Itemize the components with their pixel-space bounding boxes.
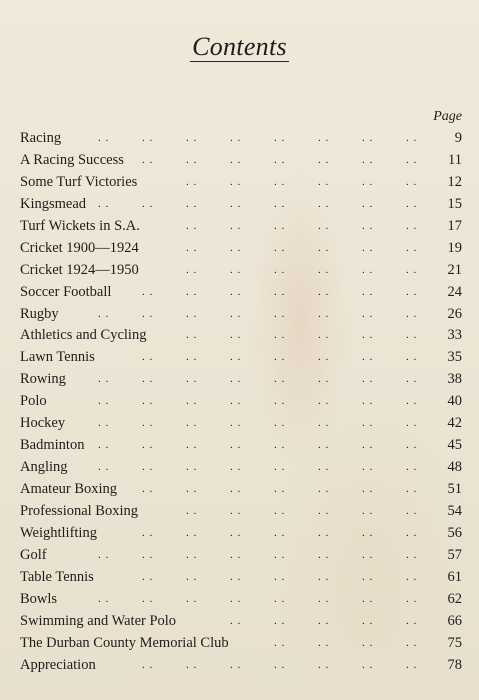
toc-entry <box>20 500 462 522</box>
dot-leader: . . . . . . . . . . . . <box>186 175 418 188</box>
dot-leader: . . . . . . . . . . . . <box>186 219 418 232</box>
dot-leader: . . . . . . . . . . . . . . <box>142 570 418 583</box>
toc-entry <box>20 346 462 368</box>
dot-leader: . . . . . . . . . . . . . . <box>142 351 418 364</box>
toc-entry-page: 57 <box>447 546 462 563</box>
table-of-contents <box>20 127 462 675</box>
toc-entry <box>20 149 462 171</box>
dot-leader: . . . . . . . . . . . . . . <box>142 153 418 166</box>
page-column-header: Page <box>433 109 462 124</box>
toc-entry-page: 26 <box>447 305 462 322</box>
dot-leader: . . . . . . . . . . . . . . . . <box>98 548 418 561</box>
toc-entry-title: A Racing Success <box>20 151 124 168</box>
toc-entry <box>20 412 462 434</box>
toc-entry-page: 24 <box>447 283 462 300</box>
dot-leader: . . . . . . . . . . . . . . . . <box>98 197 418 210</box>
toc-entry <box>20 390 462 412</box>
page-title-text: Contents <box>192 32 287 61</box>
toc-entry <box>20 588 462 610</box>
toc-entry-page: 33 <box>447 327 462 344</box>
toc-entry <box>20 281 462 303</box>
toc-entry <box>20 610 462 632</box>
toc-entry-title: Badminton <box>20 437 85 454</box>
dot-leader: . . . . . . . . . . . . . . <box>142 526 418 539</box>
toc-entry <box>20 259 462 281</box>
dot-leader: . . . . . . . . . . . . <box>186 263 418 276</box>
dot-leader: . . . . . . . . . . . . . . . . <box>98 417 418 430</box>
toc-entry-page: 45 <box>447 437 462 454</box>
toc-entry-page: 75 <box>447 634 462 651</box>
dot-leader: . . . . . . . . . . . . . . . . <box>98 592 418 605</box>
toc-entry-title: Appreciation <box>20 656 96 673</box>
toc-entry-title: Kingsmead <box>20 195 87 212</box>
toc-entry-page: 15 <box>447 195 462 212</box>
toc-entry-title: Amateur Boxing <box>20 481 118 497</box>
toc-entry-page: 38 <box>447 371 462 388</box>
toc-entry-page: 11 <box>448 151 462 168</box>
dot-leader: . . . . . . . . . . . . . . . . <box>98 373 418 386</box>
dot-leader: . . . . . . . . . . . . . . . . <box>98 132 418 144</box>
dot-leader: . . . . . . . . . . . . . . <box>142 285 418 298</box>
toc-entry <box>20 654 462 676</box>
toc-entry-title: Racing <box>20 130 62 146</box>
toc-entry-page: 35 <box>447 349 462 366</box>
toc-entry-page: 62 <box>447 590 462 607</box>
toc-entry-title: Rugby <box>20 305 59 322</box>
toc-entry-title: Angling <box>20 459 68 476</box>
toc-entry-title: Weightlifting <box>20 524 97 541</box>
dot-leader: . . . . . . . . . . . . <box>186 504 418 517</box>
toc-entry-title: Bowls <box>20 590 58 607</box>
toc-entry-page: 9 <box>454 130 462 146</box>
dot-leader: . . . . . . . . . . <box>230 614 418 627</box>
toc-entry <box>20 522 462 544</box>
toc-entry-title: Lawn Tennis <box>20 349 95 366</box>
toc-entry-title: Athletics and Cycling <box>20 327 147 344</box>
toc-entry <box>20 456 462 478</box>
toc-entry <box>20 632 462 654</box>
toc-entry-title: Turf Wickets in S.A. <box>20 217 140 234</box>
toc-entry <box>20 368 462 390</box>
toc-entry-title: Cricket 1924—1950 <box>20 261 139 278</box>
dot-leader: . . . . . . . . . . . . . . . . <box>98 395 418 408</box>
toc-entry-title: Polo <box>20 393 47 410</box>
toc-entry-page: 56 <box>447 524 462 541</box>
toc-entry-title: Soccer Football <box>20 283 112 300</box>
toc-entry-title: Rowing <box>20 371 66 388</box>
toc-entry-page: 42 <box>447 415 462 432</box>
toc-entry <box>20 566 462 588</box>
toc-entry-title: Golf <box>20 546 47 563</box>
toc-entry-title: Hockey <box>20 415 66 432</box>
toc-entry <box>20 478 462 500</box>
toc-entry <box>20 127 462 149</box>
toc-entry-page: 61 <box>447 568 462 585</box>
dot-leader: . . . . . . . . . . . . <box>186 329 418 342</box>
toc-entry <box>20 193 462 215</box>
dot-leader: . . . . . . . . . . . . . . <box>142 483 418 495</box>
toc-entry <box>20 215 462 237</box>
toc-entry-title: Cricket 1900—1924 <box>20 239 139 256</box>
toc-entry-page: 17 <box>447 217 462 234</box>
dot-leader: . . . . . . . . . . . . . . . . <box>98 307 418 320</box>
toc-entry-title: The Durban County Memorial Club <box>20 634 229 651</box>
dot-leader: . . . . . . . . . . . . . . . . <box>98 461 418 474</box>
toc-entry <box>20 544 462 566</box>
toc-entry <box>20 237 462 259</box>
toc-entry-title: Table Tennis <box>20 568 94 585</box>
toc-entry <box>20 171 462 193</box>
dot-leader: . . . . . . . . . . . . <box>186 241 418 254</box>
page-title <box>0 32 479 62</box>
toc-entry-page: 66 <box>447 612 462 629</box>
toc-entry <box>20 303 462 325</box>
toc-entry-page: 21 <box>447 261 462 278</box>
toc-entry-page: 54 <box>447 502 462 519</box>
toc-entry-page: 51 <box>447 481 462 497</box>
toc-entry-title: Professional Boxing <box>20 502 139 519</box>
toc-entry-page: 19 <box>447 239 462 256</box>
toc-entry <box>20 434 462 456</box>
toc-entry-title: Swimming and Water Polo <box>20 612 177 629</box>
toc-entry-page: 40 <box>447 393 462 410</box>
toc-entry-title: Some Turf Victories <box>20 173 138 190</box>
toc-entry <box>20 324 462 346</box>
dot-leader: . . . . . . . . <box>274 636 418 649</box>
dot-leader: . . . . . . . . . . . . . . . . <box>98 439 418 452</box>
toc-entry-page: 48 <box>447 459 462 476</box>
toc-entry-page: 12 <box>447 173 462 190</box>
dot-leader: . . . . . . . . . . . . . . <box>142 658 418 671</box>
toc-entry-page: 78 <box>447 656 462 673</box>
